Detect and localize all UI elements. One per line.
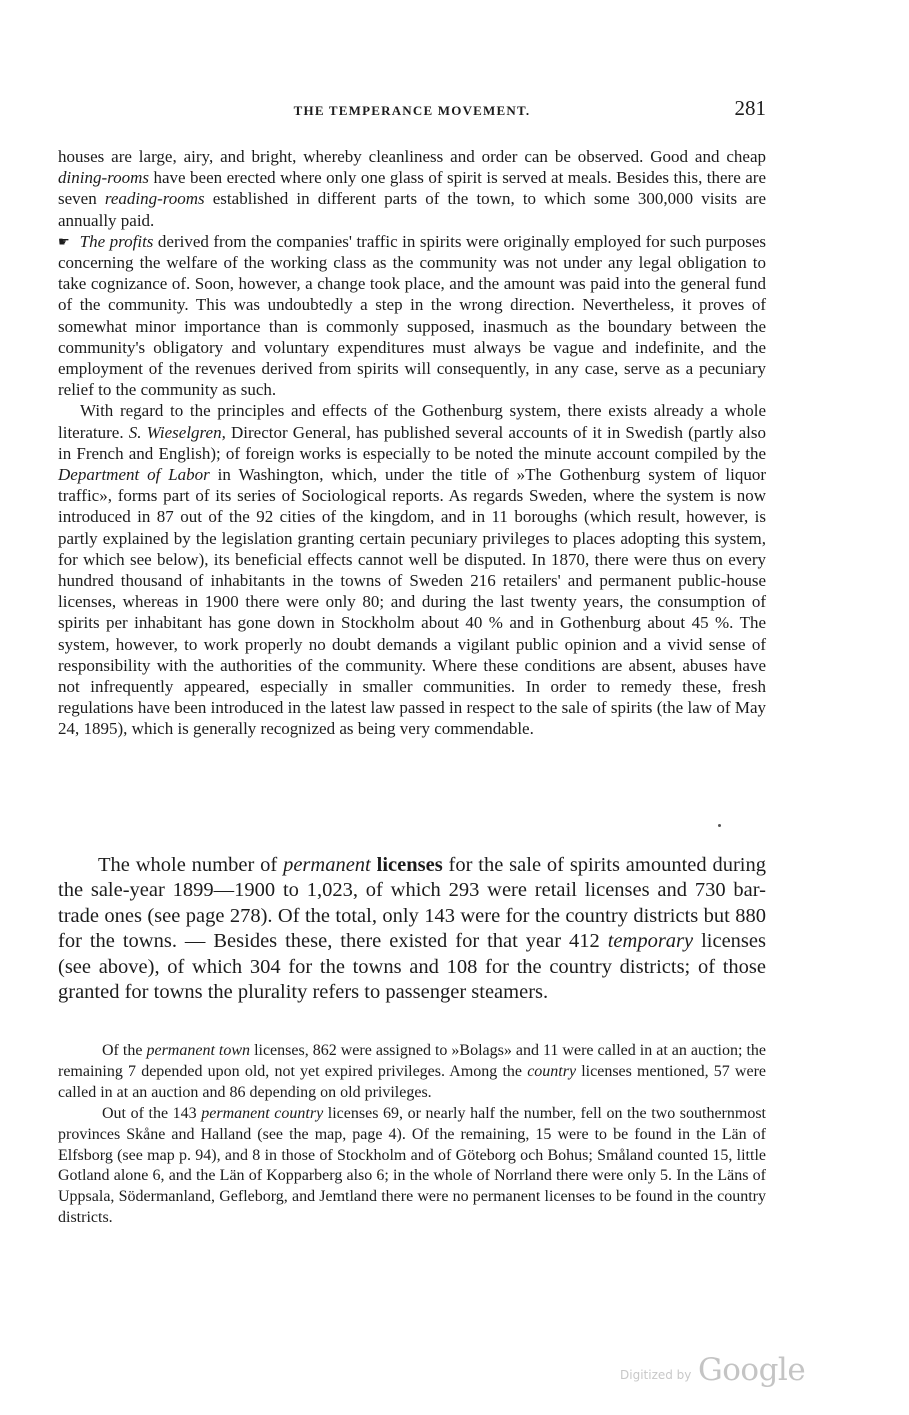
- digitized-by-label: Digitized by: [620, 1368, 692, 1382]
- page-header: [58, 96, 766, 126]
- small-text-block: [58, 1041, 766, 1229]
- paragraph-town-licenses: Of the permanent town licenses, 862 were assigned to »Bolags» and 11 were called in at an auction; the remaining 7 depended upon old, not yet expired privileges. Among the country licenses mentioned, 57 were called in at an auction and 86 depending on old privileges.: [58, 1042, 767, 1101]
- paragraph-licenses-total: The whole number of permanent licenses for the sale of spirits amounted during the sale-year 1899—1900 to 1,023, of which 293 were retail licenses and 730 bar-trade ones (see page 278). Of the total, only 143 were for the country districts but 880 for the towns. — Besides these, there existed for that year 412 temporary licenses (see above), of which 304 for the towns and 108 for the country districts; of those granted for towns the plurality refers to passenger steamers.: [58, 854, 766, 1004]
- google-logo: Google: [698, 1352, 806, 1388]
- page-number: 281: [734, 96, 766, 120]
- digitized-watermark: [620, 1352, 810, 1392]
- paragraph-country-licenses: Out of the 143 permanent country licenses 69, or nearly half the number, fell on the two southernmost provinces Skåne and Halland (see the map, page 4). Of the remaining, 15 were to be found in the Län of Elfsborg (see map p. 94), and 8 in those of Stockholm and of Göteborg och Bohus; Småland counted 15, little Gotland alone 6, and the Län of Kopparberg also 6; in the whole of Norrland there were only 5. In the Läns of Uppsala, Södermanland, Gefleborg, and Jemtland there were no permanent licenses to be found in the country districts.: [58, 1104, 767, 1227]
- body-text-block: [58, 146, 766, 740]
- stray-mark: [718, 824, 721, 827]
- pointing-hand-icon: ☛: [58, 233, 70, 249]
- paragraph-continuation: houses are large, airy, and bright, whereby cleanliness and order can be observed. Good and cheap dining-rooms have been erected where only one glass of spirit is served at meals. Besides this, there are seven reading-rooms established in different parts of the town, to which some 300,000 visits are annually paid.: [58, 147, 766, 230]
- paragraph-literature: With regard to the principles and effects of the Gothenburg system, there exists already a whole literature. S. Wieselgren, Director General, has published several accounts of it in Swedish (partly also in French and English); of foreign works is especially to be noted the minute account compiled by the Department of Labor in Washington, which, under the title of »The Gothenburg system of liquor traffic», forms part of its series of Sociological reports. As regards Sweden, where the system is now introduced in 87 out of the 92 cities of the kingdom, and in 11 boroughs (which result, however, is partly explained by the legislation granting certain pecuniary privileges to places adopting this system, for which see below), its beneficial effects cannot well be disputed. In 1870, there were thus on every hundred thousand of inhabitants in the towns of Sweden 216 retailers' and permanent public-house licenses, whereas in 1900 there were only 80; and during the last twenty years, the consumption of spirits per inhabitant has gone down in Stockholm about 40 % and in Gothenburg about 45 %. The system, however, to work properly no doubt demands a vigilant public opinion and a vivid sense of responsibility with the authorities of the community. Where these conditions are absent, abuses have not infrequently appeared, especially in smaller communities. In order to remedy these, fresh regulations have been introduced in the latest law passed in respect to the sale of spirits (the law of May 24, 1895), which is generally recognized as being very commendable.: [58, 401, 766, 739]
- paragraph-profits: ☛ The profits derived from the companies' traffic in spirits were originally employed for such purposes concerning the welfare of the working class as the community was not under any legal obligation to take cognizance of. Soon, however, a change took place, and the amount was paid into the general fund of the community. This was undoubtedly a step in the wrong direction. Nevertheless, it proves of somewhat minor importance than is commonly supposed, inasmuch as the boundary between the community's obligatory and voluntary expenditures must always be vague and indefinite, and the employment of the revenues derived from spirits will consequently, in any case, serve as a pecuniary relief to the community as such.: [58, 231, 766, 400]
- running-title: THE TEMPERANCE MOVEMENT.: [293, 103, 531, 118]
- large-text-block: [58, 853, 766, 1005]
